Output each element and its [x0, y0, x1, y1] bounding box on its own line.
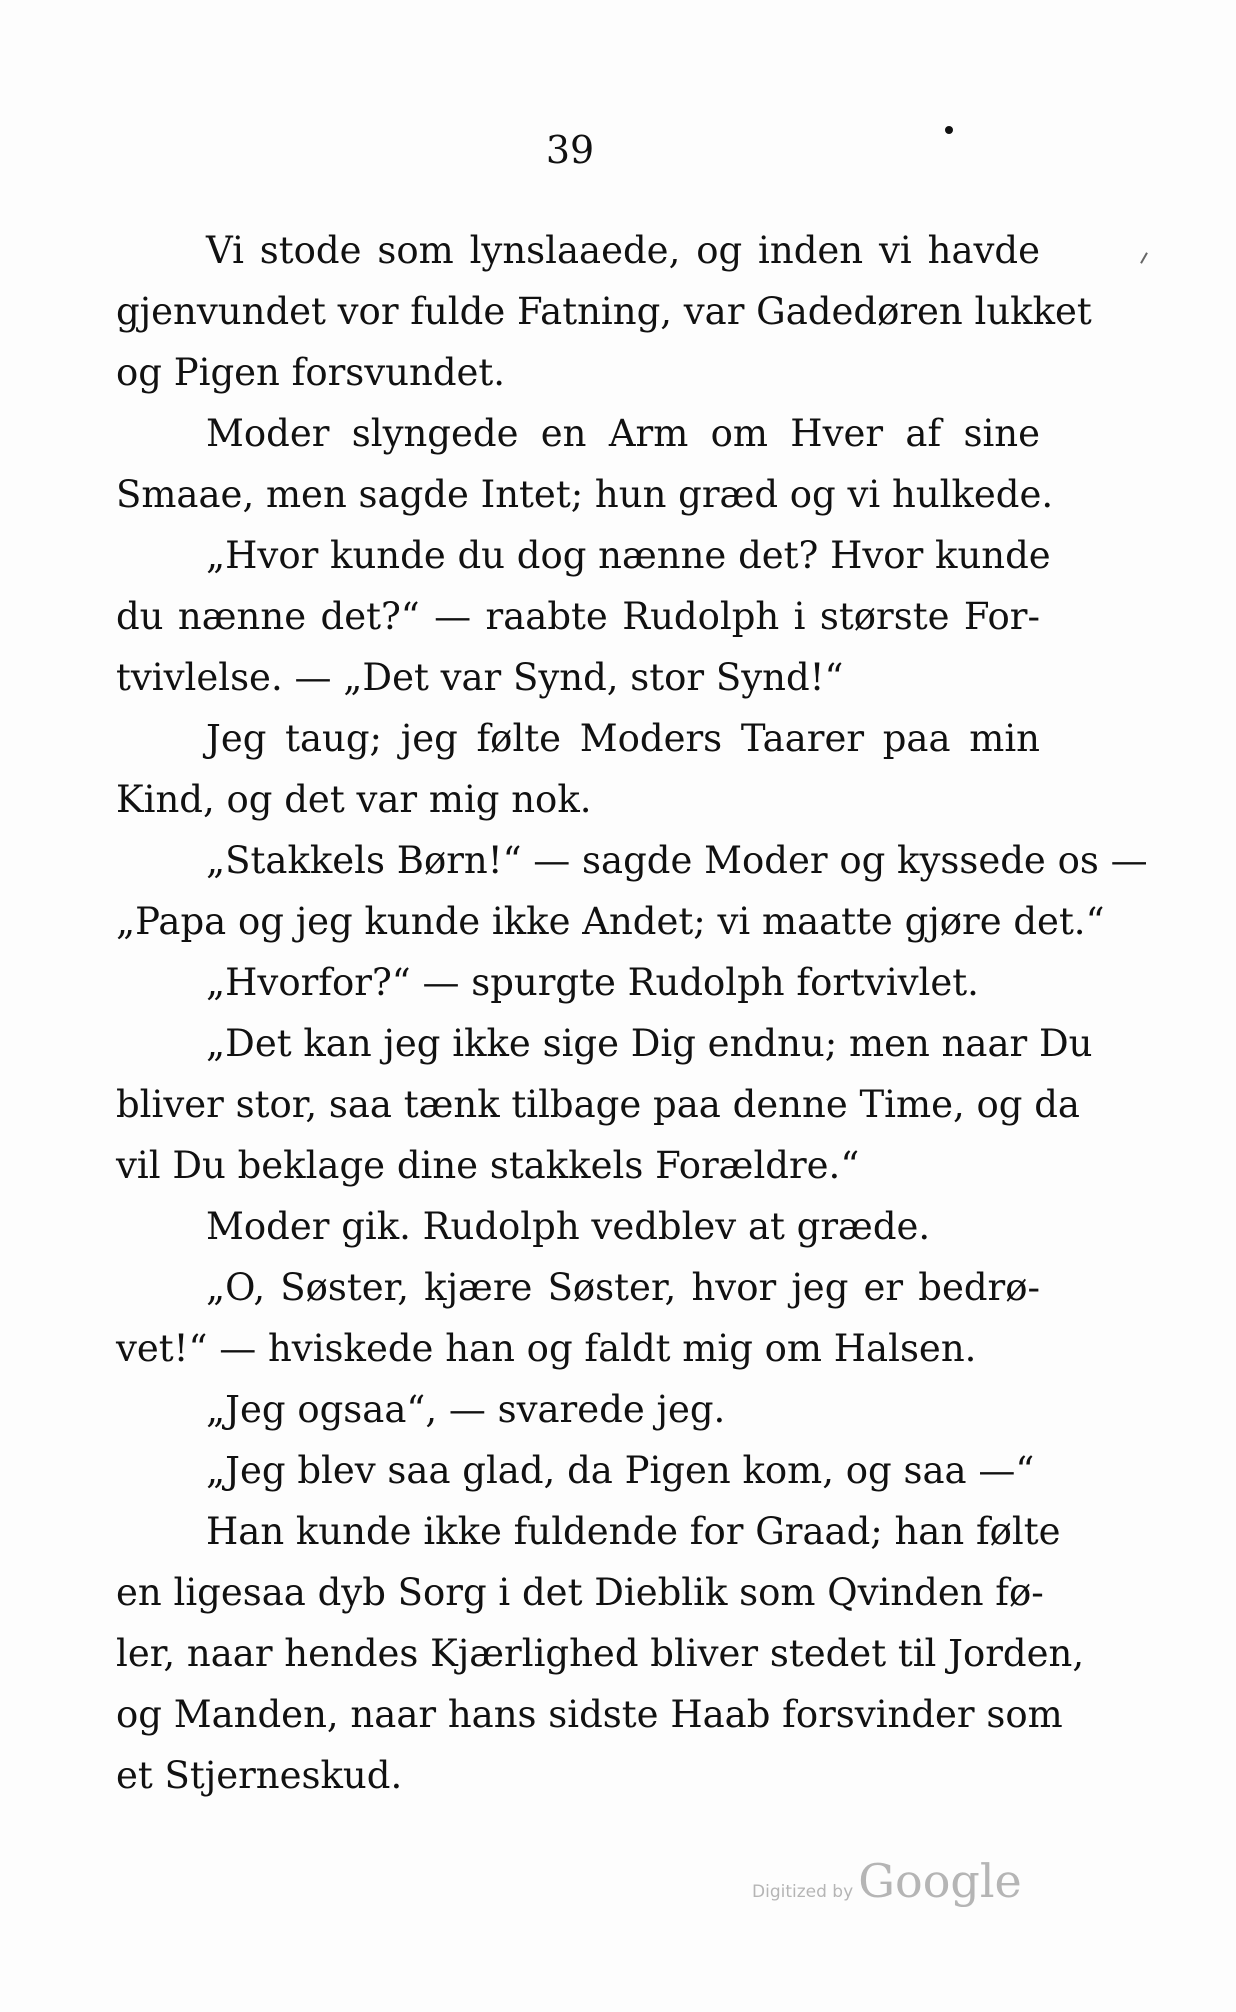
text-line: Moder gik. Rudolph vedblev at græde. [206, 1205, 931, 1248]
page-number: 39 [545, 128, 595, 172]
ink-speck [945, 126, 953, 134]
text-line: en ligesaa dyb Sorg i det Dieblik som Qvinden fø- [116, 1571, 1044, 1614]
text-line: „Det kan jeg ikke sige Dig endnu; men naar Du [206, 1022, 1093, 1065]
text-line: vil Du beklage dine stakkels Forældre.“ [116, 1144, 860, 1187]
text-line: ler, naar hendes Kjærlighed bliver stedet til Jorden, [116, 1632, 1085, 1675]
text-line: „Stakkels Børn!“ — sagde Moder og kyssede os — [206, 839, 1148, 882]
body-text [116, 220, 1148, 1806]
text-line: og Manden, naar hans sidste Haab forsvinder som [116, 1693, 1063, 1736]
margin-mark [1140, 252, 1148, 263]
text-line: „Hvorfor?“ — spurgte Rudolph fortvivlet. [206, 961, 979, 1004]
text-line: Vi stode som lynslaaede, og inden vi havde [206, 229, 1040, 272]
text-line: og Pigen forsvundet. [116, 351, 506, 394]
text-line: Jeg taug; jeg følte Moders Taarer paa min [206, 717, 1040, 760]
text-line: tvivlelse. — „Det var Synd, stor Synd!“ [116, 656, 844, 699]
text-line: Han kunde ikke fuldende for Graad; han følte [206, 1510, 1061, 1553]
text-line: „O, Søster, kjære Søster, hvor jeg er bedrø- [206, 1266, 1040, 1309]
text-line: bliver stor, saa tænk tilbage paa denne Time, og da [116, 1083, 1080, 1126]
text-line: „Hvor kunde du dog nænne det? Hvor kunde [206, 534, 1051, 577]
text-line: du nænne det?“ — raabte Rudolph i største For- [116, 595, 1040, 638]
text-line: „Jeg blev saa glad, da Pigen kom, og saa —“ [206, 1449, 1035, 1492]
text-line: et Stjerneskud. [116, 1754, 403, 1797]
text-line: „Jeg ogsaa“, — svarede jeg. [206, 1388, 726, 1431]
watermark-prefix: Digitized by [752, 1882, 854, 1902]
google-logo: Google [858, 1854, 1022, 1908]
text-line: gjenvundet vor fulde Fatning, var Gadedøren lukket [116, 290, 1092, 333]
text-line: Kind, og det var mig nok. [116, 778, 592, 821]
text-line: Moder slyngede en Arm om Hver af sine [206, 412, 1040, 455]
text-line: Smaae, men sagde Intet; hun græd og vi hulkede. [116, 473, 1054, 516]
text-line: „Papa og jeg kunde ikke Andet; vi maatte gjøre det.“ [116, 900, 1105, 943]
google-watermark [752, 1854, 1022, 1908]
text-line: vet!“ — hviskede han og faldt mig om Halsen. [116, 1327, 977, 1370]
